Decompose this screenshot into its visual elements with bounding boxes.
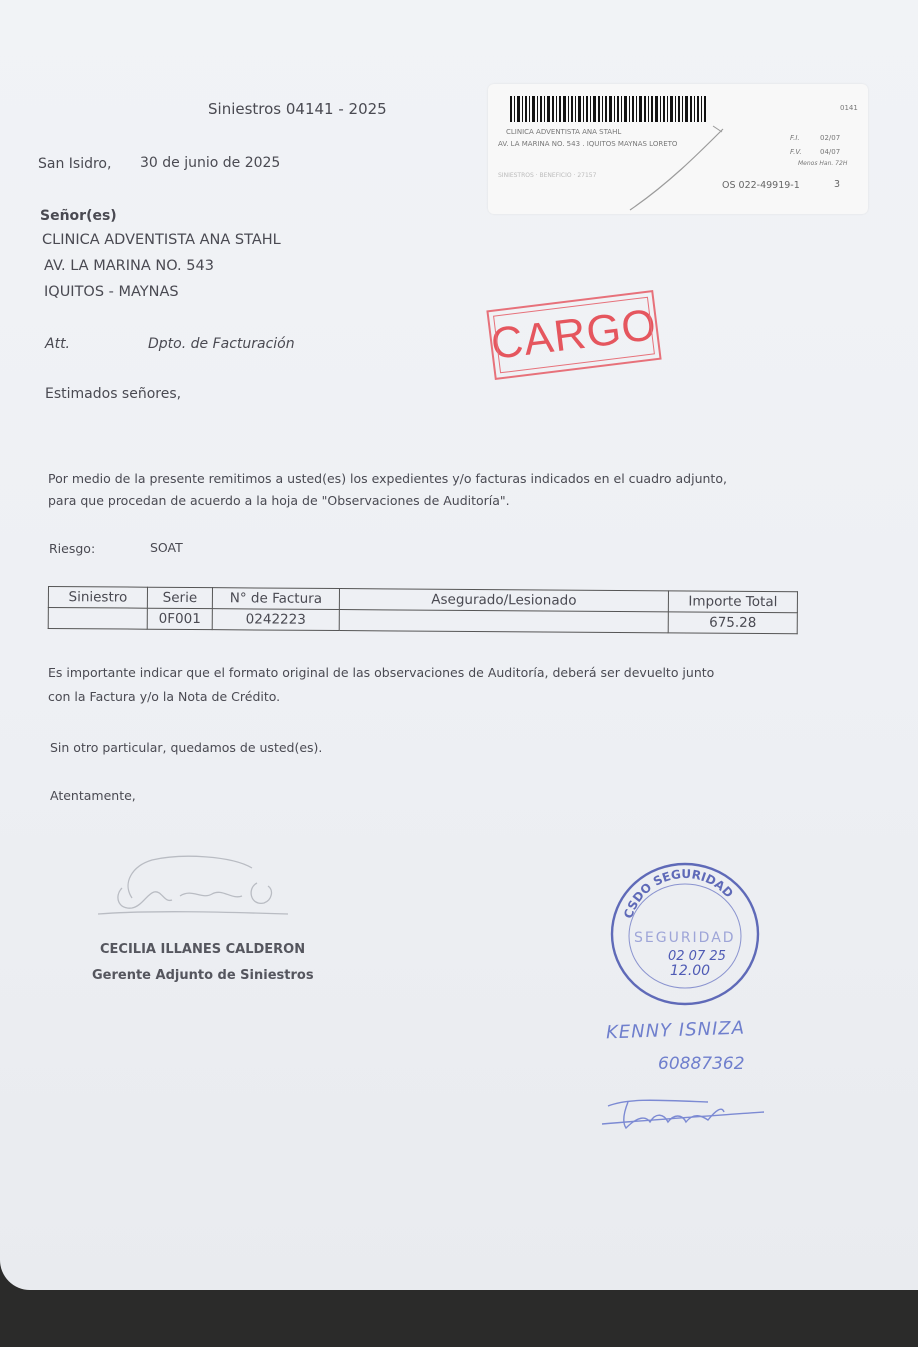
label-line-2: AV. LA MARINA NO. 543 . IQUITOS MAYNAS LORETO	[498, 140, 678, 148]
receipt-stamp	[608, 858, 763, 1008]
riesgo-label: Riesgo:	[49, 541, 96, 556]
cell-importe: 675.28	[668, 612, 797, 634]
cell-asegurado	[339, 610, 668, 633]
label-line-3: SINIESTROS · BENEFICIO · 27157	[498, 172, 597, 179]
recipient-address: AV. LA MARINA NO. 543	[44, 258, 214, 274]
barcode-icon	[510, 96, 706, 122]
label-note: Menos Han. 72H	[798, 160, 848, 167]
cell-factura: 0242223	[212, 609, 339, 631]
signature-icon	[92, 848, 292, 923]
stamp-date: 02 07 25	[668, 949, 726, 964]
header-serie: Serie	[147, 587, 212, 608]
header-factura: N° de Factura	[212, 588, 339, 610]
city: San Isidro,	[38, 156, 112, 172]
att-label: Att.	[45, 336, 71, 352]
receiver-signature-icon	[598, 1092, 768, 1134]
cargo-stamp: CARGO	[486, 290, 661, 380]
cell-serie: 0F001	[147, 608, 212, 629]
fv-label: F.V.	[790, 148, 802, 156]
header-asegurado: Asegurado/Lesionado	[339, 589, 668, 612]
paragraph-2-line-2: con la Factura y/o la Nota de Crédito.	[48, 689, 281, 704]
fv-value: 04/07	[820, 148, 841, 156]
receiver-name: KENNY ISNIZA	[605, 1017, 746, 1044]
signer-name: CECILIA ILLANES CALDERON	[100, 942, 306, 957]
paragraph-1-line-2: para que procedan de acuerdo a la hoja de "Observaciones de Auditoría".	[48, 493, 510, 508]
receiver-id: 60887362	[658, 1054, 745, 1074]
invoice-table	[48, 586, 798, 634]
att-value: Dpto. de Facturación	[148, 336, 295, 352]
fi-value: 02/07	[820, 134, 841, 142]
cell-siniestro	[48, 608, 147, 630]
os-code: OS 022-49919-1	[722, 180, 800, 191]
greeting: Estimados señores,	[45, 386, 182, 402]
label-corner-code: 0141	[840, 104, 858, 112]
paragraph-1-line-1: Por medio de la presente remitimos a usted(es) los expedientes y/o facturas indicados en el cuadro adjunto,	[48, 471, 727, 486]
label-line-1: CLINICA ADVENTISTA ANA STAHL	[506, 128, 622, 136]
svg-text:CSDO SEGURIDAD	[621, 867, 736, 920]
paragraph-2-line-1: Es importante indicar que el formato original de las observaciones de Auditoría, deberá ser devuelto junto	[48, 665, 715, 680]
label-pen-stroke-icon	[618, 124, 728, 214]
stamp-top-text: CSDO SEGURIDAD	[621, 866, 736, 921]
stamp-mid-text: SEGURIDAD	[634, 930, 736, 946]
fi-label: F.I.	[790, 134, 800, 142]
recipient-city: IQUITOS - MAYNAS	[44, 284, 179, 300]
valediction: Atentamente,	[50, 788, 136, 803]
stamp-time: 12.00	[670, 963, 711, 979]
recipient-name: CLINICA ADVENTISTA ANA STAHL	[42, 232, 281, 248]
reception-label	[488, 84, 868, 214]
letter-date: 30 de junio de 2025	[140, 155, 281, 171]
riesgo-value: SOAT	[150, 540, 183, 555]
os-count: 3	[834, 179, 841, 190]
header-importe: Importe Total	[668, 591, 797, 613]
salutation-label: Señor(es)	[40, 208, 117, 224]
signer-title: Gerente Adjunto de Siniestros	[92, 968, 314, 983]
closing-line: Sin otro particular, quedamos de usted(es).	[50, 740, 323, 755]
header-siniestro: Siniestro	[48, 587, 147, 609]
table-row	[48, 608, 797, 634]
reference-number: Siniestros 04141 - 2025	[208, 100, 387, 118]
